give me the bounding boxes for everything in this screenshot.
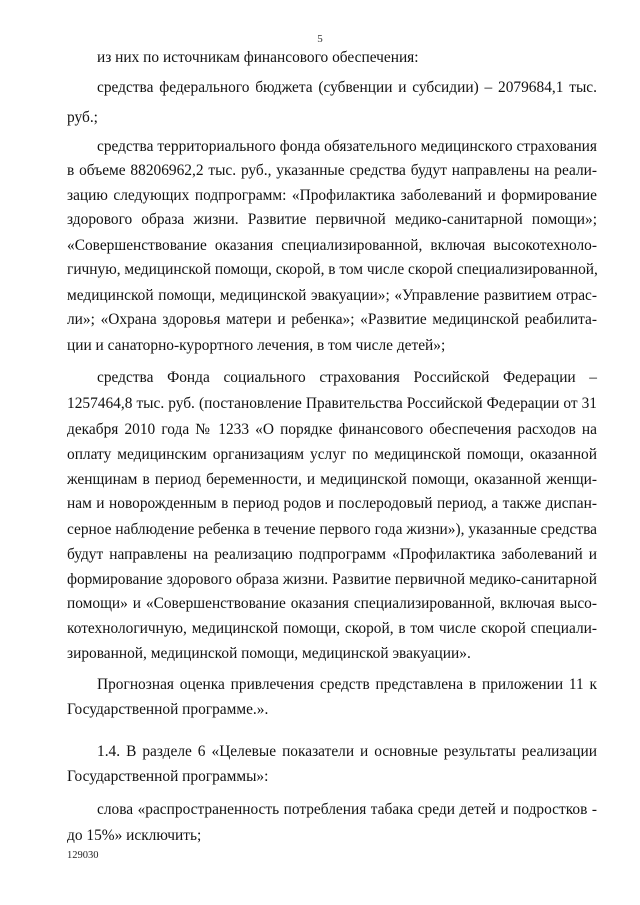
text-line: ли»; «Охрана здоровья матери и ребенка»; «Развитие медицинской реабилита-	[67, 311, 597, 328]
text-line: слова «распространенность потребления табака среди детей и подростков -	[97, 801, 597, 818]
text-line: руб.;	[67, 109, 98, 126]
text-line: средства Фонда социального страхования Российской Федерации –	[97, 369, 597, 386]
text-line: Государственной программы»:	[67, 768, 269, 785]
text-line: зацию следующих подпрограмм: «Профилактика заболеваний и формирование	[67, 187, 597, 204]
text-line: в объеме 88206962,2 тыс. руб., указанные средства будут направлены на реали-	[67, 162, 597, 179]
page-number: 5	[317, 33, 323, 45]
text-line: «Совершенствование оказания специализированной, включая высокотехноло-	[67, 237, 597, 254]
text-line: формирование здорового образа жизни. Развитие первичной медико-санитарной	[67, 571, 597, 588]
text-line: здорового образа жизни. Развитие первичной медико-санитарной помощи»;	[67, 211, 597, 228]
text-line: средства федерального бюджета (субвенции и субсидии) – 2079684,1 тыс.	[97, 79, 597, 96]
text-line: женщинам в период беременности, и медицинской помощи, оказанной женщи-	[67, 471, 597, 488]
text-line: котехнологичную, медицинской помощи, скорой, в том числе скорой специали-	[67, 620, 597, 637]
text-line: оплату медицинским организациям услуг по медицинской помощи, оказанной	[67, 446, 597, 463]
text-line: гичную, медицинской помощи, скорой, в том числе скорой специализированной,	[67, 261, 598, 278]
text-line: Прогнозная оценка привлечения средств представлена в приложении 11 к	[97, 676, 597, 693]
text-line: 1.4. В разделе 6 «Целевые показатели и основные результаты реализации	[97, 743, 597, 760]
text-line: до 15%» исключить;	[67, 827, 202, 844]
document-code: 129030	[67, 850, 99, 861]
text-line: из них по источникам финансового обеспечения:	[97, 49, 419, 66]
text-line: ции и санаторно-курортного лечения, в том числе детей»;	[67, 337, 446, 354]
text-line: Государственной программе.».	[67, 701, 269, 718]
text-line: медицинской помощи, медицинской эвакуации»; «Управление развитием отрас-	[67, 287, 597, 304]
text-line: помощи» и «Совершенствование оказания специализированной, включая высо-	[67, 595, 597, 612]
text-line: декабря 2010 года № 1233 «О порядке финансового обеспечения расходов на	[67, 421, 597, 438]
text-line: зированной, медицинской помощи, медицинской эвакуации».	[67, 645, 471, 662]
text-line: будут направлены на реализацию подпрограмм «Профилактика заболеваний и	[67, 546, 597, 563]
text-line: серное наблюдение ребенка в течение первого года жизни»), указанные средства	[67, 521, 597, 538]
text-line: средства территориального фонда обязательного медицинского страхования	[97, 138, 597, 155]
text-line: нам и новорожденным в период родов и послеродовый период, а также диспан-	[67, 495, 597, 512]
text-line: 1257464,8 тыс. руб. (постановление Правительства Российской Федерации от 31	[67, 395, 597, 412]
